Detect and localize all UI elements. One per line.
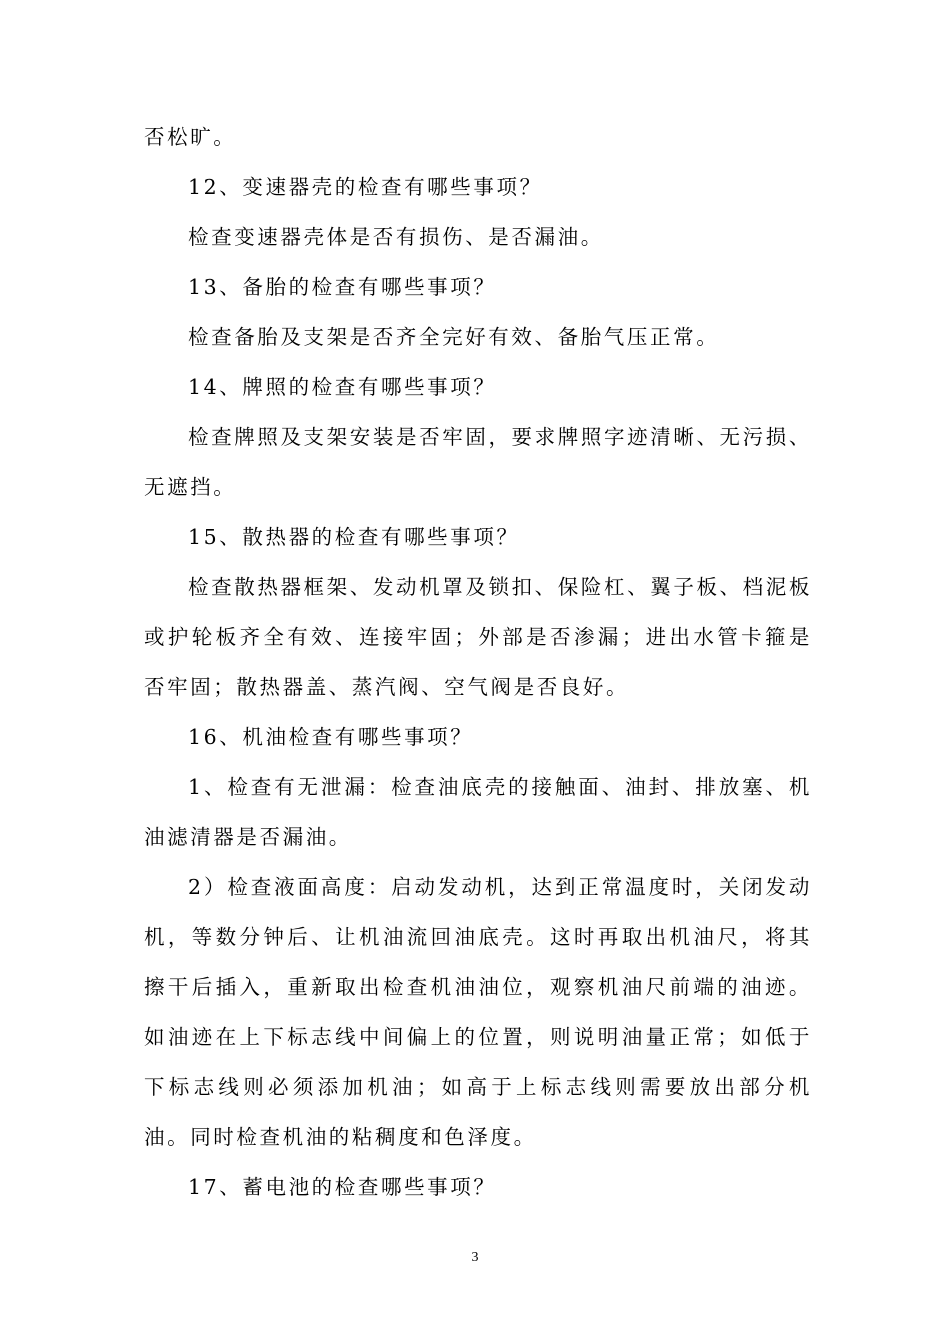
paragraph: 检查变速器壳体是否有损伤、是否漏油。	[188, 225, 604, 249]
question-heading: 17、蓄电池的检查哪些事项？	[188, 1175, 497, 1199]
paragraph: 1、检查有无泄漏：检查油底壳的接触面、油封、排放塞、机油滤清器是否漏油。	[144, 775, 812, 849]
question-heading: 16、机油检查有哪些事项？	[188, 725, 474, 749]
paragraph: 2）检查液面高度：启动发动机，达到正常温度时，关闭发动机，等数分钟后、让机油流回油底壳。这时再取出机油尺，将其擦干后插入，重新取出检查机油油位，观察机油尺前端的油迹。如油迹在上下标志线中间偏上的位置，则说明油量正常；如低于下标志线则必须添加机油；如高于上标志线则需要放出部分机油。同时检查机油的粘稠度和色泽度。	[144, 875, 812, 1149]
paragraph: 检查备胎及支架是否齐全完好有效、备胎气压正常。	[188, 325, 720, 349]
question-heading: 15、散热器的检查有哪些事项？	[188, 525, 520, 549]
document-body	[144, 112, 812, 1212]
question-heading: 14、牌照的检查有哪些事项？	[188, 375, 497, 399]
paragraph: 否松旷。	[144, 125, 237, 149]
question-heading: 13、备胎的检查有哪些事项？	[188, 275, 497, 299]
page-number: 3	[471, 1250, 479, 1265]
paragraph: 检查散热器框架、发动机罩及锁扣、保险杠、翼子板、档泥板或护轮板齐全有效、连接牢固；外部是否渗漏；进出水管卡箍是否牢固；散热器盖、蒸汽阀、空气阀是否良好。	[144, 575, 812, 699]
question-heading: 12、变速器壳的检查有哪些事项？	[188, 175, 543, 199]
paragraph: 检查牌照及支架安装是否牢固，要求牌照字迹清晰、无污损、无遮挡。	[144, 425, 812, 499]
